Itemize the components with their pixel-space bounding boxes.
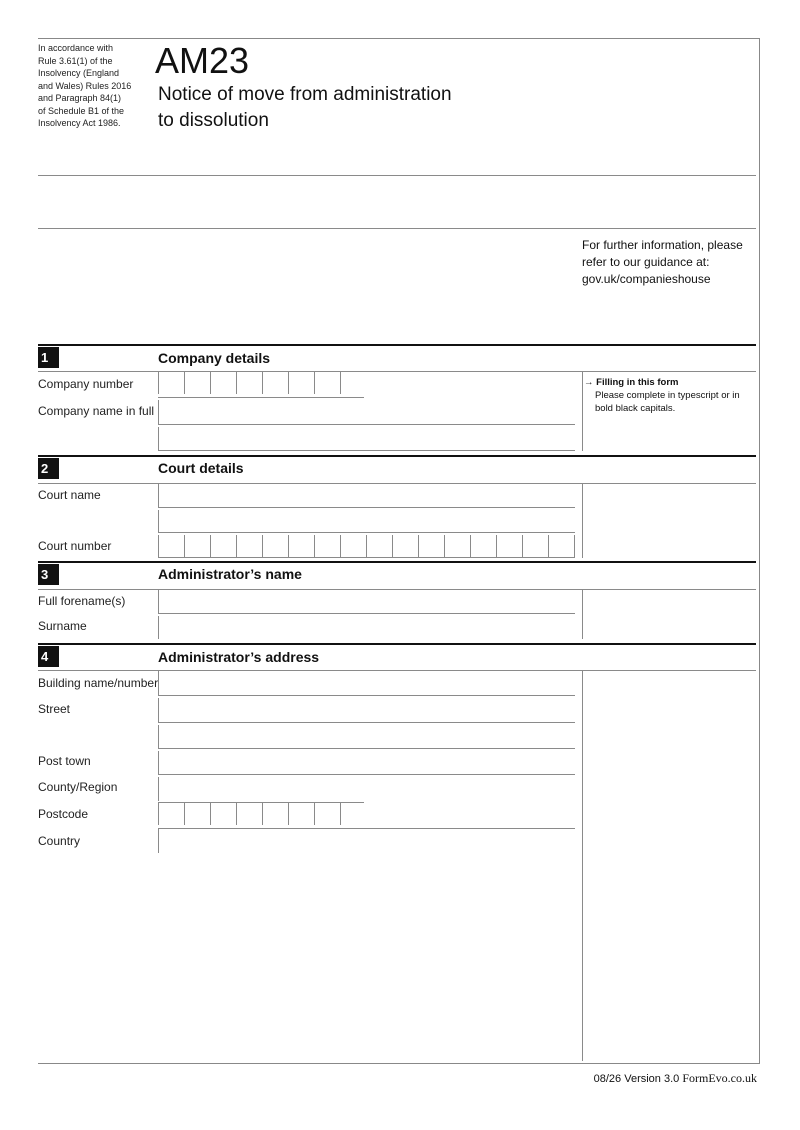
- cell-baseline: [158, 557, 575, 558]
- char-cell[interactable]: [340, 535, 341, 557]
- char-cell[interactable]: [236, 803, 237, 825]
- char-cell[interactable]: [574, 535, 575, 557]
- char-cell[interactable]: [210, 535, 211, 557]
- post-town-label: Post town: [38, 754, 91, 768]
- char-cell[interactable]: [288, 372, 289, 394]
- page-frame: [38, 38, 760, 1064]
- version-text: 08/26 Version 3.0: [593, 1073, 680, 1085]
- char-cell[interactable]: [262, 372, 263, 394]
- section-rule: [38, 344, 756, 346]
- section-rule: [38, 455, 756, 457]
- company-name-input-2[interactable]: [158, 427, 575, 451]
- street-input[interactable]: [158, 698, 575, 723]
- char-cell[interactable]: [288, 535, 289, 557]
- help-divider: [582, 484, 583, 558]
- char-cell[interactable]: [288, 803, 289, 825]
- help-divider: [582, 671, 583, 1061]
- char-cell[interactable]: [314, 372, 315, 394]
- char-cell[interactable]: [184, 803, 185, 825]
- section-number: 1: [38, 347, 59, 368]
- company-name-input[interactable]: [158, 400, 575, 425]
- court-name-input[interactable]: [158, 484, 575, 508]
- char-cell[interactable]: [314, 535, 315, 557]
- form-title-line1: Notice of move from administration: [158, 84, 452, 105]
- help-title: Filling in this form: [596, 377, 679, 388]
- forenames-input[interactable]: [158, 590, 575, 614]
- form-title-line2: to dissolution: [158, 110, 269, 131]
- section-title: Administrator’s name: [158, 566, 302, 582]
- section-rule: [38, 561, 756, 563]
- company-name-label: Company name in full: [38, 404, 155, 418]
- street-label: Street: [38, 702, 71, 716]
- form-code: AM23: [155, 40, 250, 81]
- court-number-label: Court number: [38, 539, 112, 553]
- guidance-info: For further information, please refer to our guidance at: gov.uk/companieshouse: [582, 238, 743, 286]
- section-number: 2: [38, 458, 59, 479]
- legal-note: In accordance with Rule 3.61(1) of the Insolvency (England and Wales) Rules 2016 and Paragraph 84(1) of Schedule B1 of the Insolvency Act 1986.: [38, 43, 132, 128]
- char-cell[interactable]: [366, 535, 367, 557]
- help-divider: [582, 372, 583, 451]
- char-cell[interactable]: [158, 535, 159, 557]
- char-cell[interactable]: [340, 372, 341, 394]
- char-cell[interactable]: [548, 535, 549, 557]
- form-title: [158, 82, 452, 134]
- char-cell[interactable]: [340, 803, 341, 825]
- forenames-label: Full forename(s): [38, 594, 126, 608]
- county-label: County/Region: [38, 780, 118, 794]
- cell-topline: [158, 802, 364, 803]
- char-cell[interactable]: [314, 803, 315, 825]
- section-rule: [38, 643, 756, 645]
- surname-input[interactable]: [158, 616, 575, 639]
- postcode-label: Postcode: [38, 807, 89, 821]
- section-number: 4: [38, 646, 59, 667]
- char-cell[interactable]: [262, 803, 263, 825]
- section-number: 3: [38, 564, 59, 585]
- company-number-label: Company number: [38, 377, 134, 391]
- help-panel: → Filling in this form Please complete in typescript or in bold black capitals.: [584, 377, 740, 414]
- court-name-input-2[interactable]: [158, 510, 575, 533]
- surname-label: Surname: [38, 619, 87, 633]
- char-cell[interactable]: [236, 372, 237, 394]
- char-cell[interactable]: [184, 535, 185, 557]
- char-cell[interactable]: [236, 535, 237, 557]
- help-divider: [582, 590, 583, 639]
- court-name-label: Court name: [38, 488, 101, 502]
- char-cell[interactable]: [418, 535, 419, 557]
- char-cell[interactable]: [158, 372, 159, 394]
- section-divider: [38, 371, 756, 372]
- char-cell[interactable]: [392, 535, 393, 557]
- building-label: Building name/number: [38, 676, 159, 690]
- char-cell[interactable]: [184, 372, 185, 394]
- county-input[interactable]: [158, 777, 575, 801]
- char-cell[interactable]: [444, 535, 445, 557]
- country-input[interactable]: [158, 829, 575, 853]
- guidance-link[interactable]: gov.uk/companieshouse: [582, 272, 711, 286]
- char-cell[interactable]: [210, 372, 211, 394]
- char-cell[interactable]: [262, 535, 263, 557]
- section-title: Administrator’s address: [158, 649, 320, 665]
- char-cell[interactable]: [210, 803, 211, 825]
- cell-baseline: [158, 397, 364, 398]
- char-cell[interactable]: [522, 535, 523, 557]
- char-cell[interactable]: [158, 803, 159, 825]
- section-title: Court details: [158, 460, 244, 476]
- footer: [594, 1071, 757, 1086]
- arrow-icon: →: [584, 377, 594, 388]
- building-input[interactable]: [158, 671, 575, 696]
- post-town-input[interactable]: [158, 751, 575, 775]
- header-divider: [38, 175, 756, 176]
- street-input-2[interactable]: [158, 725, 575, 749]
- country-label: Country: [38, 834, 81, 848]
- char-cell[interactable]: [496, 535, 497, 557]
- brand-text: FormEvo.co.uk: [682, 1071, 757, 1085]
- header-divider: [38, 228, 756, 229]
- section-title: Company details: [158, 350, 271, 366]
- char-cell[interactable]: [470, 535, 471, 557]
